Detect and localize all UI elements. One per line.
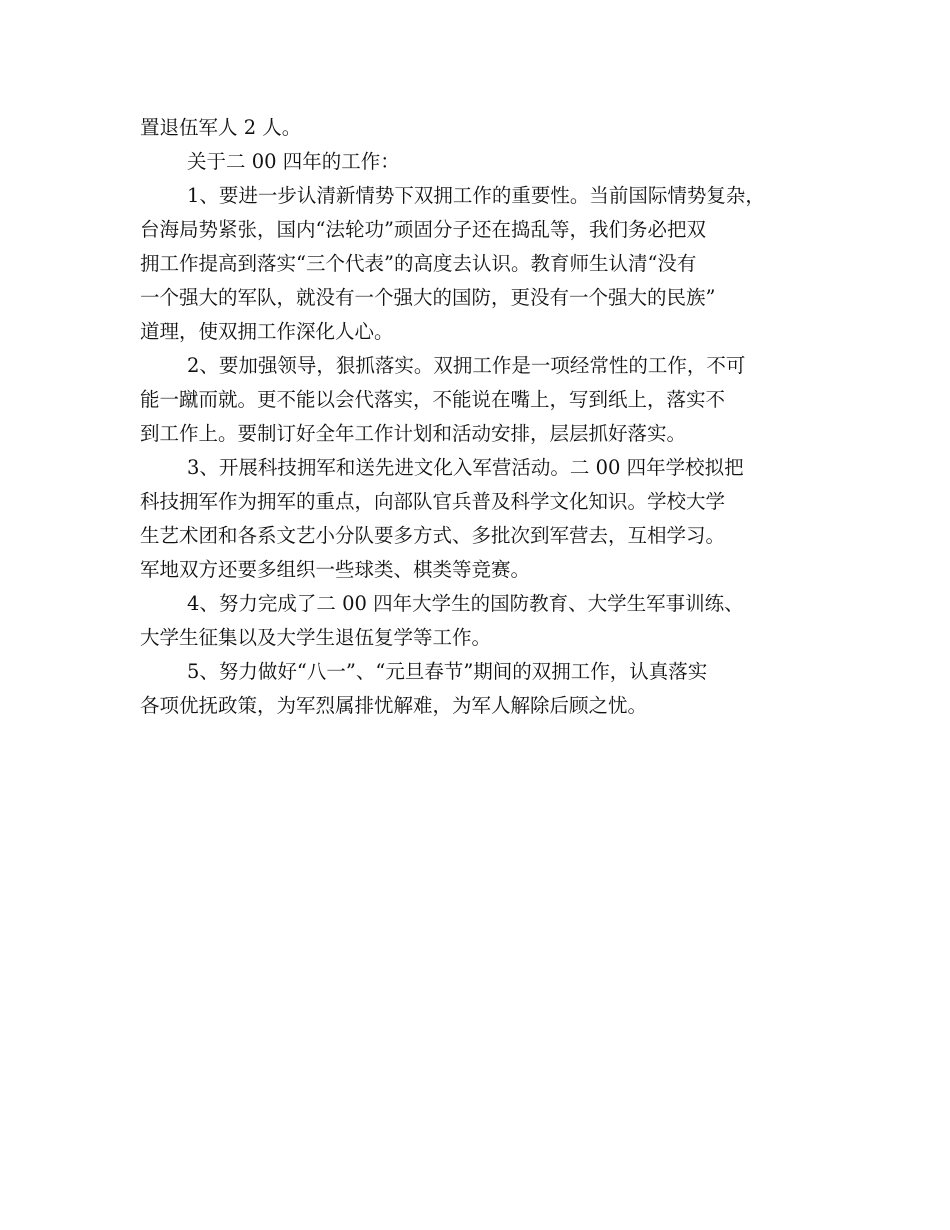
- text-line: 5、努力做好“八一”、“元旦春节”期间的双拥工作，认真落实: [187, 660, 708, 683]
- text-line: 台海局势紧张，国内“法轮功”顽固分子还在捣乱等，我们务必把双: [140, 218, 706, 241]
- document-body: [140, 111, 830, 723]
- text-line: 1、要进一步认清新情势下双拥工作的重要性。当前国际情势复杂，: [187, 184, 765, 207]
- text-line: 3、开展科技拥军和送先进文化入军营活动。二 00 四年学校拟把: [187, 456, 744, 479]
- text-line: 2、要加强领导，狠抓落实。双拥工作是一项经常性的工作，不可: [187, 354, 746, 377]
- text-line: 拥工作提高到落实“三个代表”的高度去认识。教育师生认清“没有: [140, 252, 697, 275]
- text-line: 4、努力完成了二 00 四年大学生的国防教育、大学生军事训练、: [187, 592, 744, 615]
- text-line: 置退伍军人 2 人。: [140, 116, 302, 139]
- text-line: 大学生征集以及大学生退伍复学等工作。: [140, 626, 492, 649]
- text-line: 军地双方还要多组织一些球类、棋类等竞赛。: [140, 558, 531, 581]
- text-line: 一个强大的军队，就没有一个强大的国防，更没有一个强大的民族”: [140, 286, 716, 309]
- section-heading: 关于二 00 四年的工作：: [187, 150, 400, 173]
- text-line: 道理，使双拥工作深化人心。: [140, 320, 394, 343]
- text-line: 各项优抚政策，为军烈属排忧解难，为军人解除后顾之忧。: [140, 694, 648, 717]
- text-line: 生艺术团和各系文艺小分队要多方式、多批次到军营去，互相学习。: [140, 524, 726, 547]
- text-line: 到工作上。要制订好全年工作计划和活动安排，层层抓好落实。: [140, 422, 687, 445]
- text-line: 科技拥军作为拥军的重点，向部队官兵普及科学文化知识。学校大学: [140, 490, 726, 513]
- text-line: 能一蹴而就。更不能以会代落实，不能说在嘴上，写到纸上，落实不: [140, 388, 726, 411]
